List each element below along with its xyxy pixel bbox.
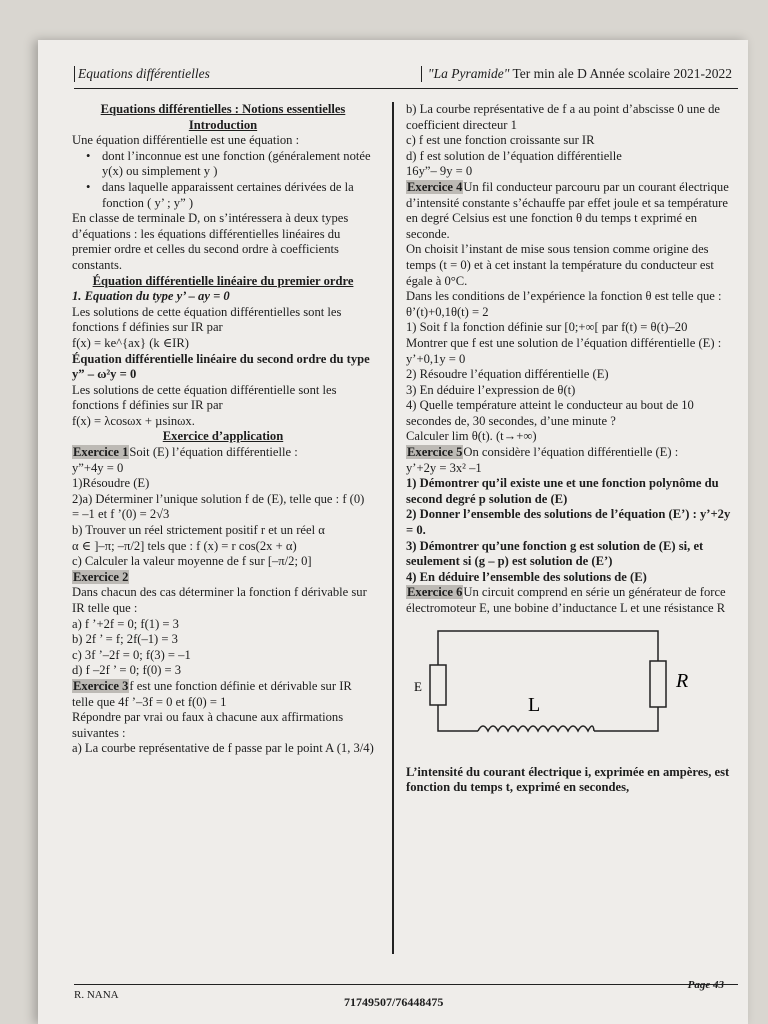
bold-paragraph: 4) En déduire l’ensemble des solutions de (E) — [406, 569, 647, 584]
paragraph: Répondre par vrai ou faux à chacune aux affirmations suivantes : — [72, 710, 344, 740]
paragraph: b) 2f ’ = f; 2f(–1) = 3 — [72, 632, 178, 647]
exercise-label: Exercice 4 — [407, 179, 463, 194]
paragraph: Dans chacun des cas déterminer la fonction f dérivable sur IR telle que : — [72, 585, 367, 615]
exercise-statement — [406, 585, 738, 616]
page-header — [74, 64, 738, 89]
exercise-text: Un fil conducteur parcouru par un courant électrique d’intensité constante s’échauffe par effet joule et sa température en degré Celsius est une fonction θ du temps t exprimé en seconde. — [406, 179, 729, 241]
paragraph: c) 3f ’–2f = 0; f(3) = –1 — [72, 647, 191, 662]
paragraph: c) f est une fonction croissante sur IR — [406, 133, 595, 148]
right-column-continuation — [406, 765, 738, 796]
bullet-item: • dont l’inconnue est une fonction (généralement notée y(x) ou simplement y ) — [72, 149, 374, 180]
paragraph: α ∈ ]–π; –π/2] tels que : f (x) = r cos(2x + α) — [72, 538, 297, 553]
paragraph: d) f est solution de l’équation différentielle — [406, 148, 622, 163]
paragraph: b) Trouver un réel strictement positif r et un réel α — [72, 523, 325, 538]
paragraph: Une équation différentielle est une équation : — [72, 133, 300, 148]
header-school-name: "La Pyramide" — [427, 66, 510, 81]
paragraph: 1) Soit f la fonction définie sur [0;+∞[ par f(t) = θ(t)–20 — [406, 320, 688, 335]
paragraph: y”+4y = 0 — [72, 460, 124, 475]
bold-paragraph: 1) Démontrer qu’il existe une et une fonction polynôme du second degré p solution de (E) — [406, 476, 719, 506]
bullet-item: • dans laquelle apparaissent certaines dérivées de la fonction ( y’ ; y” ) — [72, 180, 374, 211]
exercise-statement — [72, 679, 374, 710]
exercise-label: Exercice 6 — [407, 585, 463, 600]
paragraph: f(x) = λcosωx + µsinωx. — [72, 413, 195, 428]
subsection-title: 1. Equation du type y’ – ay = 0 — [72, 289, 230, 304]
paragraph: 2)a) Déterminer l’unique solution f de (E), telle que : f (0) = –1 et f ’(0) = 2√3 — [72, 491, 365, 522]
exercise-statement — [406, 445, 738, 461]
paragraph: On choisit l’instant de mise sous tension comme origine des temps (t = 0) et à cet instant la température du conducteur est égale à 0°C. — [406, 242, 714, 288]
paragraph: a) La courbe représentative de f passe par le point A (1, 3/4) — [72, 741, 374, 756]
paragraph: 3) En déduire l’expression de θ(t) — [406, 382, 576, 397]
exercise-text: f est une fonction définie et dérivable sur IR telle que 4f ’–3f = 0 et f(0) = 1 — [72, 678, 352, 709]
exercise-statement — [72, 570, 374, 586]
bold-paragraph: L’intensité du courant électrique i, exprimée en ampères, est fonction du temps t, exprimé en secondes, — [406, 764, 730, 795]
header-chapter-title: Equations différentielles — [74, 66, 210, 82]
paragraph: Montrer que f est une solution de l’équation différentielle (E) : y’+0,1y = 0 — [406, 335, 722, 366]
circuit-svg — [408, 621, 708, 761]
left-column — [72, 102, 374, 757]
bold-paragraph: 2) Donner l’ensemble des solutions de l’équation (E’) : y’+2y = 0. — [406, 507, 731, 538]
paragraph: y’+2y = 3x² –1 — [406, 460, 482, 475]
generator-symbol — [430, 665, 446, 705]
phone-numbers: 71749507/76448475 — [344, 995, 444, 1009]
circuit-diagram — [408, 621, 708, 761]
exercise-label: Exercice 5 — [407, 445, 463, 460]
circuit-wire — [438, 631, 658, 731]
generator-label: E — [414, 678, 422, 694]
header-class-year: Ter min ale D Année scolaire 2021-2022 — [509, 66, 732, 81]
exercise-statement — [406, 180, 738, 242]
right-column — [406, 102, 738, 796]
paragraph: 1)Résoudre (E) — [72, 476, 150, 491]
section-title: Equations différentielles : Notions essentielles — [100, 102, 346, 116]
resistor-label: R — [676, 669, 689, 692]
paragraph: 4) Quelle température atteint le conducteur au bout de 10 secondes de, 30 secondes, d’une minute ? — [406, 398, 694, 428]
page-number: Page 43 — [687, 979, 724, 991]
exercise-label: Exercice 2 — [73, 569, 129, 584]
section-title: Équation différentielle linéaire du premier ordre — [92, 273, 354, 288]
bold-paragraph: 3) Démontrer qu’une fonction g est solution de (E) si, et seulement si (g – p) est solution de (E’) — [406, 538, 704, 569]
right-column-text — [406, 102, 738, 617]
exercise-text: Un circuit comprend en série un générateur de force électromoteur E, une bobine d’inductance L et une résistance R — [406, 585, 726, 615]
paragraph: Calculer lim θ(t). (t→+∞) — [406, 429, 537, 444]
header-school-year — [421, 66, 732, 82]
paragraph: a) f ’+2f = 0; f(1) = 3 — [72, 616, 179, 631]
paragraph: c) Calculer la valeur moyenne de f sur [–π/2; 0] — [72, 554, 312, 569]
inductor-coil — [478, 726, 594, 731]
paragraph: 2) Résoudre l’équation différentielle (E) — [406, 367, 609, 382]
exercise-label: Exercice 3 — [73, 678, 129, 693]
exercise-text: On considère l’équation différentielle (E) : — [463, 445, 679, 460]
resistor-symbol — [650, 661, 666, 707]
inductor-label: L — [528, 693, 541, 716]
paragraph: En classe de terminale D, on s’intéressera à deux types d’équations : les équations différentielles linéaires du premier ordre et celles du second ordre à coefficients constants. — [72, 211, 349, 272]
section-title: Exercice d’application — [162, 429, 284, 444]
bold-paragraph: Équation différentielle linéaire du second ordre du type y” – ω²y = 0 — [72, 351, 370, 382]
page-sheet — [38, 40, 748, 1024]
exercise-text: Soit (E) l’équation différentielle : — [129, 445, 298, 460]
paragraph: d) f –2f ’ = 0; f(0) = 3 — [72, 663, 182, 678]
exercise-label: Exercice 1 — [73, 445, 129, 460]
paragraph: Dans les conditions de l’expérience la fonction θ est telle que : θ’(t)+0,1θ(t) = 2 — [406, 289, 722, 319]
author-name: R. NANA — [74, 989, 119, 1001]
section-title: Introduction — [188, 117, 258, 132]
exercise-statement — [72, 445, 374, 461]
page-footer — [74, 979, 738, 1015]
column-divider — [392, 102, 394, 954]
paragraph: 16y”– 9y = 0 — [406, 164, 473, 179]
paragraph: b) La courbe représentative de f a au point d’abscisse 0 une de coefficient directeur 1 — [406, 102, 721, 132]
paragraph: Les solutions de cette équation différentielles sont les fonctions f définies sur IR par — [72, 304, 342, 335]
paragraph: f(x) = ke^{ax} (k ∈IR) — [72, 335, 189, 350]
paragraph: Les solutions de cette équation différentielle sont les fonctions f définies sur IR par — [72, 382, 337, 413]
